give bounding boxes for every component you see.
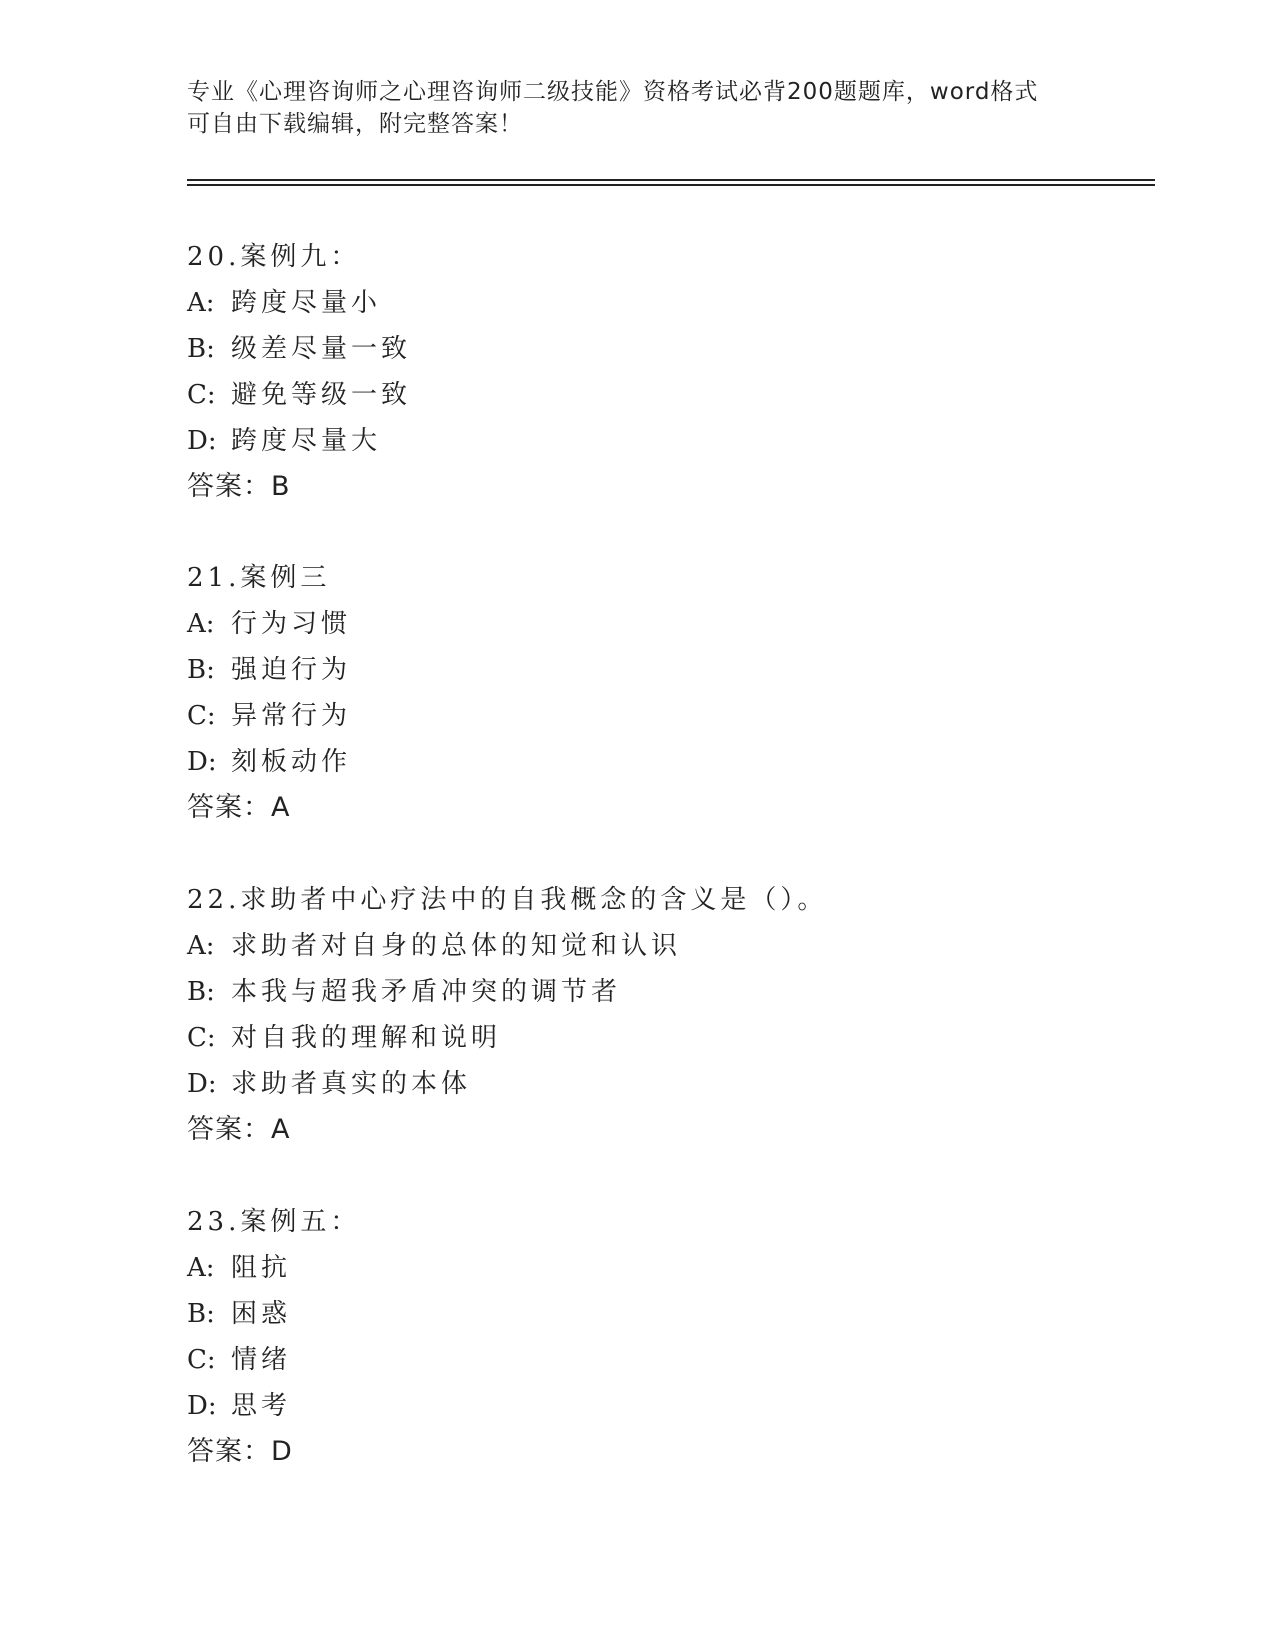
option-label: A: <box>187 288 215 318</box>
option-text: 异常行为 <box>231 701 352 731</box>
option-text: 求助者真实的本体 <box>231 1069 472 1099</box>
option-b <box>187 1291 1147 1337</box>
option-c <box>187 372 1147 418</box>
header-line-1: 专业《心理咨询师之心理咨询师二级技能》资格考试必背200题题库，word格式 <box>187 79 1039 105</box>
option-b <box>187 326 1147 372</box>
option-b <box>187 969 1147 1015</box>
option-label: D: <box>187 747 217 777</box>
option-label: B: <box>187 977 215 1007</box>
answer-line: 答案：D <box>187 1436 293 1467</box>
option-label: B: <box>187 334 215 364</box>
option-text: 跨度尽量大 <box>231 426 382 456</box>
option-c <box>187 693 1147 739</box>
option-a <box>187 601 1147 647</box>
option-label: D: <box>187 1069 217 1099</box>
option-label: C: <box>187 701 216 731</box>
question-block <box>187 1199 1147 1475</box>
question-stem: 20.案例九： <box>187 242 361 272</box>
option-b <box>187 647 1147 693</box>
header-divider-top <box>187 179 1155 181</box>
header-line-2: 可自由下载编辑，附完整答案！ <box>187 111 523 137</box>
option-text: 情绪 <box>231 1345 292 1375</box>
option-text: 强迫行为 <box>231 655 352 685</box>
question-block <box>187 234 1147 510</box>
option-label: A: <box>187 609 215 639</box>
answer-line: 答案：B <box>187 471 291 502</box>
option-text: 阻抗 <box>231 1253 292 1283</box>
option-text: 本我与超我矛盾冲突的调节者 <box>231 977 622 1007</box>
option-text: 行为习惯 <box>231 609 352 639</box>
option-a <box>187 923 1147 969</box>
option-label: C: <box>187 1023 216 1053</box>
option-label: D: <box>187 426 217 456</box>
header-divider-bottom <box>187 184 1155 186</box>
question-stem: 21.案例三 <box>187 563 331 593</box>
option-label: B: <box>187 655 215 685</box>
answer-line: 答案：A <box>187 792 291 823</box>
option-label: B: <box>187 1299 215 1329</box>
answer-line: 答案：A <box>187 1114 291 1145</box>
option-a <box>187 280 1147 326</box>
option-label: D: <box>187 1391 217 1421</box>
option-text: 跨度尽量小 <box>231 288 382 318</box>
option-c <box>187 1337 1147 1383</box>
option-a <box>187 1245 1147 1291</box>
document-header <box>187 76 1087 140</box>
option-c <box>187 1015 1147 1061</box>
option-label: A: <box>187 1253 215 1283</box>
option-text: 对自我的理解和说明 <box>231 1023 502 1053</box>
question-stem: 23.案例五： <box>187 1207 361 1237</box>
option-d <box>187 418 1147 464</box>
option-d <box>187 1061 1147 1107</box>
question-block <box>187 877 1147 1153</box>
option-text: 级差尽量一致 <box>231 334 412 364</box>
option-d <box>187 1383 1147 1429</box>
question-block <box>187 555 1147 831</box>
option-text: 刻板动作 <box>231 747 352 777</box>
option-text: 避免等级一致 <box>231 380 412 410</box>
option-label: A: <box>187 931 215 961</box>
option-label: C: <box>187 1345 216 1375</box>
option-d <box>187 739 1147 785</box>
option-label: C: <box>187 380 216 410</box>
question-stem: 22.求助者中心疗法中的自我概念的含义是（）。 <box>187 885 828 915</box>
option-text: 求助者对自身的总体的知觉和认识 <box>231 931 682 961</box>
option-text: 困惑 <box>231 1299 292 1329</box>
option-text: 思考 <box>231 1391 292 1421</box>
